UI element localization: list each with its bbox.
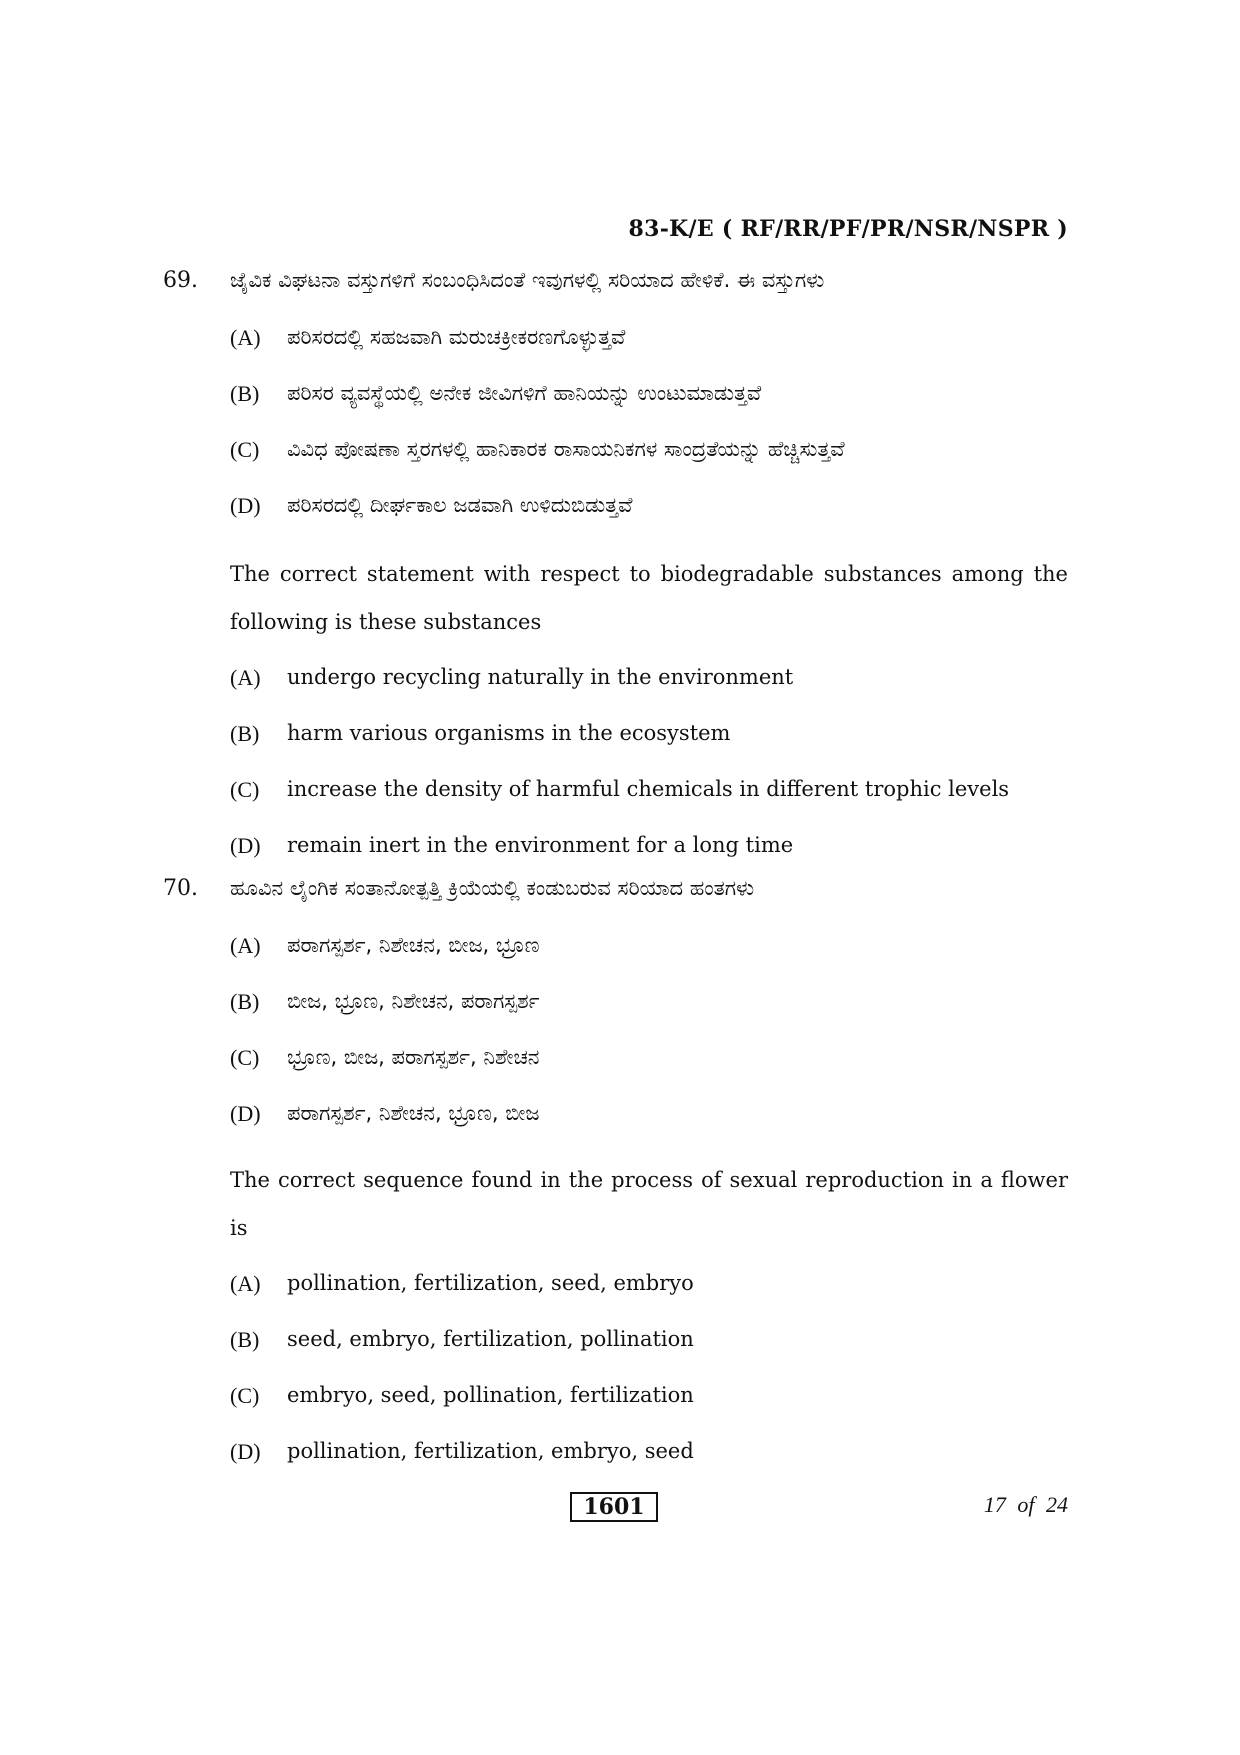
option-english-b [230,721,730,747]
option-text: ಬೀಜ, ಭ್ರೂಣ, ನಿಶೇಚನ, ಪರಾಗಸ್ಪರ್ಶ [287,989,540,1013]
option-text: ಪರಿಸರದಲ್ಲಿ ಸಹಜವಾಗಿ ಮರುಚಕ್ರೀಕರಣಗೊಳ್ಳುತ್ತವೆ [287,325,626,349]
question-text-english: The correct statement with respect to biodegradable substances among the following is these substances [230,562,1068,634]
option-english-d [230,833,793,859]
option-label: (A) [230,325,261,350]
option-label: (A) [230,933,261,958]
option-text: ಪರಿಸರದಲ್ಲಿ ದೀರ್ಘಕಾಲ ಜಡವಾಗಿ ಉಳಿದುಬಿಡುತ್ತವೆ [287,493,633,517]
option-label: (C) [230,777,260,802]
option-label: (D) [230,1101,261,1126]
option-kannada-d [230,1101,539,1127]
question-text-kannada: ಹೂವಿನ ಲೈಂಗಿಕ ಸಂತಾನೋತ್ಪತ್ತಿ ಕ್ರಿಯೆಯಲ್ಲಿ ಕಂಡುಬರುವ ಸರಿಯಾದ ಹಂತಗಳು [230,876,755,900]
option-label: (D) [230,493,261,518]
option-english-d [230,1439,694,1465]
option-label: (D) [230,833,261,858]
option-text: increase the density of harmful chemicals in different trophic levels [287,777,1010,801]
option-label: (B) [230,1327,260,1352]
option-label: (B) [230,381,260,406]
option-text: embryo, seed, pollination, fertilization [287,1383,694,1407]
option-label: (B) [230,721,260,746]
question-number: 70. [163,876,198,901]
option-text: ಪರಿಸರ ವ್ಯವಸ್ಥೆಯಲ್ಲಿ ಅನೇಕ ಜೀವಿಗಳಿಗೆ ಹಾನಿಯನ್ನು ಉಂಟುಮಾಡುತ್ತವೆ [287,381,762,405]
page-number: 17 of 24 [983,1492,1068,1517]
option-kannada-b [230,989,539,1015]
option-text: ಭ್ರೂಣ, ಬೀಜ, ಪರಾಗಸ್ಪರ್ಶ, ನಿಶೇಚನ [287,1045,540,1069]
option-english-b [230,1327,694,1353]
option-text: remain inert in the environment for a long time [287,833,794,857]
option-label: (D) [230,1439,261,1464]
option-text: pollination, fertilization, seed, embryo [287,1271,694,1295]
option-kannada-d [230,493,632,519]
option-label: (A) [230,1271,261,1296]
question-text-english: The correct sequence found in the process of sexual reproduction in a flower is [230,1168,1068,1240]
option-kannada-b [230,381,761,407]
option-text: ಪರಾಗಸ್ಪರ್ಶ, ನಿಶೇಚನ, ಭ್ರೂಣ, ಬೀಜ [287,1101,540,1125]
option-text: harm various organisms in the ecosystem [287,721,731,745]
option-english-a [230,665,793,691]
question-number: 69. [163,268,198,293]
option-english-c [230,777,1009,803]
option-text: pollination, fertilization, embryo, seed [287,1439,694,1463]
footer-paper-code: 1601 [570,1492,658,1522]
option-text: ವಿವಿಧ ಪೋಷಣಾ ಸ್ತರಗಳಲ್ಲಿ ಹಾನಿಕಾರಕ ರಾಸಾಯನಿಕಗಳ ಸಾಂದ್ರತೆಯನ್ನು ಹೆಚ್ಚಿಸುತ್ತವೆ [287,437,845,461]
option-label: (C) [230,437,260,462]
option-kannada-a [230,325,625,351]
option-label: (C) [230,1383,260,1408]
option-label: (C) [230,1045,260,1070]
option-text: ಪರಾಗಸ್ಪರ್ಶ, ನಿಶೇಚನ, ಬೀಜ, ಭ್ರೂಣ [287,933,540,957]
option-label: (B) [230,989,260,1014]
option-english-a [230,1271,694,1297]
option-kannada-c [230,1045,539,1071]
option-label: (A) [230,665,261,690]
option-kannada-c [230,437,845,463]
option-text: seed, embryo, fertilization, pollination [287,1327,694,1351]
option-text: undergo recycling naturally in the environment [287,665,794,689]
paper-code-header: 83-K/E ( RF/RR/PF/PR/NSR/NSPR ) [628,216,1068,242]
option-kannada-a [230,933,539,959]
option-english-c [230,1383,694,1409]
question-text-kannada: ಜೈವಿಕ ವಿಘಟನಾ ವಸ್ತುಗಳಿಗೆ ಸಂಬಂಧಿಸಿದಂತೆ ಇವುಗಳಲ್ಲಿ ಸರಿಯಾದ ಹೇಳಿಕೆ. ಈ ವಸ್ತುಗಳು [230,268,825,292]
